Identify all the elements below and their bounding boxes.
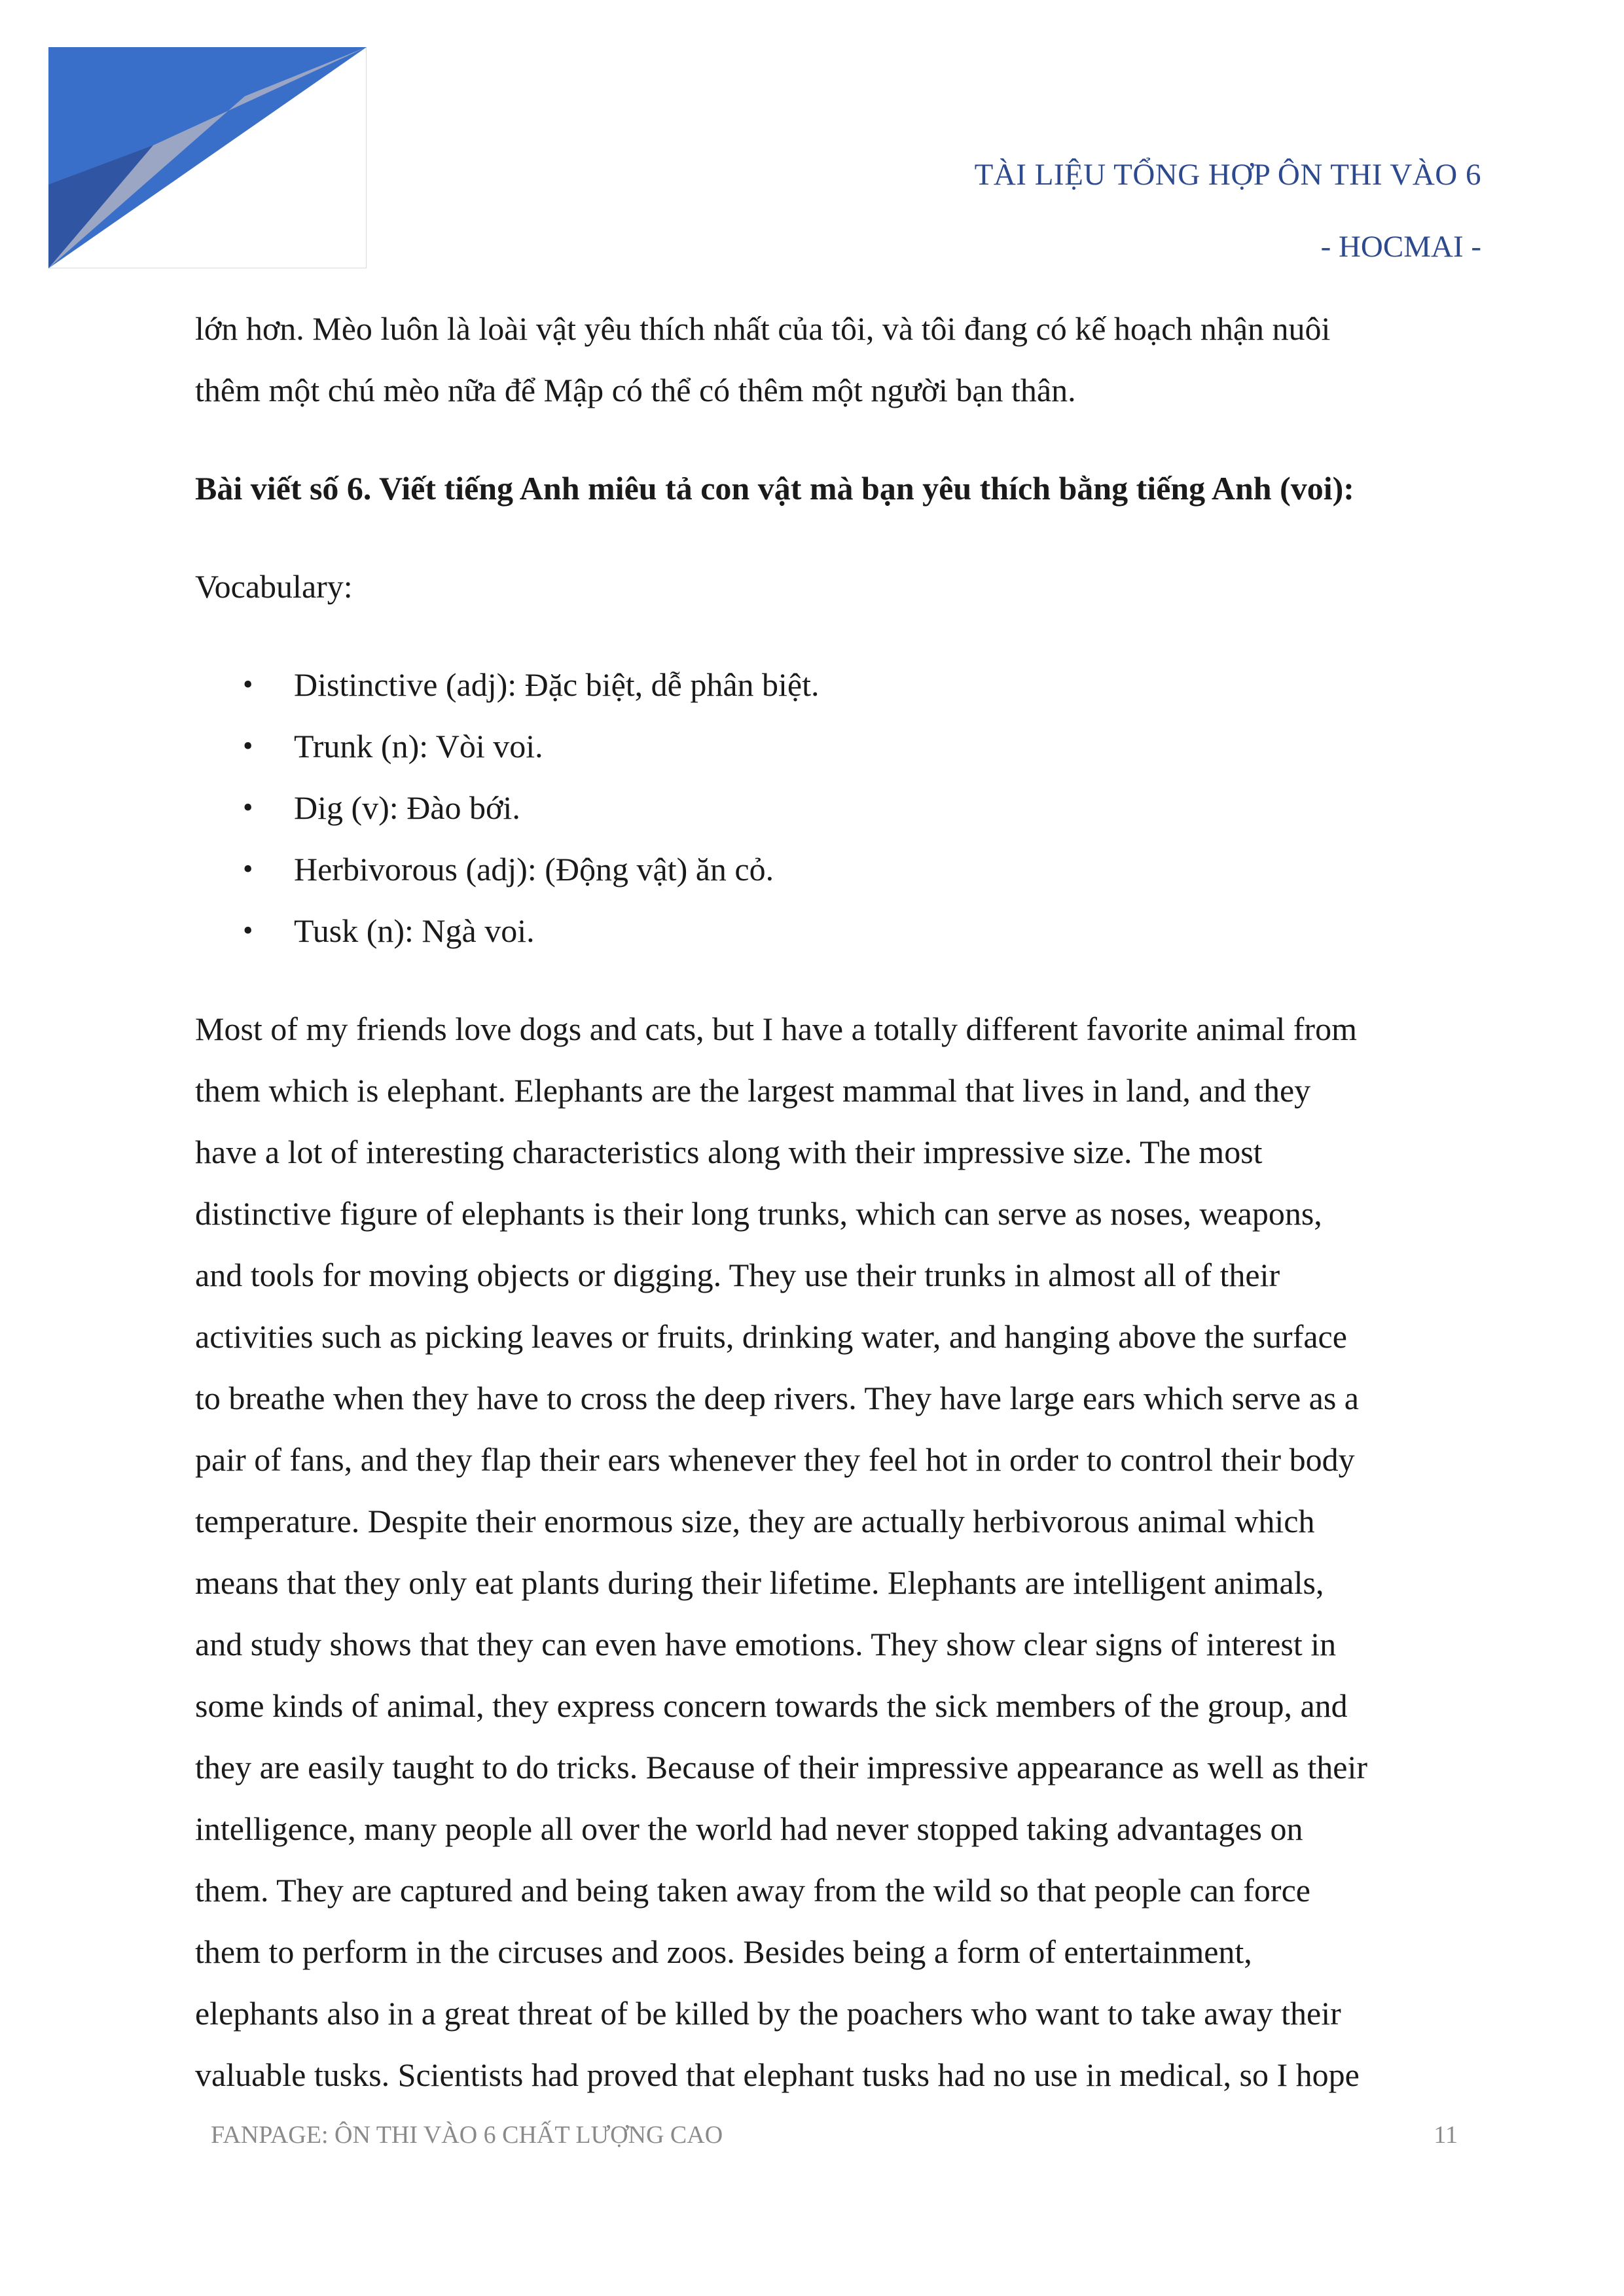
bullet-icon: • [243, 668, 253, 700]
essay-line: have a lot of interesting characteristics along with their impressive size. The most [195, 1134, 1263, 1170]
essay-line: and tools for moving objects or digging. They use their trunks in almost all of their [195, 1257, 1280, 1293]
hocmai-logo [48, 47, 367, 268]
essay-line: valuable tusks. Scientists had proved that elephant tusks had no use in medical, so I hope [195, 2056, 1360, 2093]
essay-line: activities such as picking leaves or fruits, drinking water, and hanging above the surface [195, 1318, 1347, 1355]
essay-line: them which is elephant. Elephants are the largest mammal that lives in land, and they [195, 1072, 1311, 1109]
essay-line: pair of fans, and they flap their ears whenever they feel hot in order to control their body [195, 1441, 1355, 1478]
bullet-icon: • [243, 853, 253, 885]
essay-line: and study shows that they can even have emotions. They show clear signs of interest in [195, 1626, 1337, 1662]
vocabulary-item [195, 654, 1479, 715]
intro-line: lớn hơn. Mèo luôn là loài vật yêu thích nhất của tôi, và tôi đang có kế hoạch nhận nuôi [195, 310, 1331, 347]
section-heading: Bài viết số 6. Viết tiếng Anh miêu tả con vật mà bạn yêu thích bằng tiếng Anh (voi): [195, 470, 1354, 507]
footer-fanpage: FANPAGE: ÔN THI VÀO 6 CHẤT LƯỢNG CAO [211, 2121, 723, 2149]
page-content [195, 298, 1479, 2106]
document-header-subtitle: - HOCMAI - [1320, 230, 1481, 264]
essay-line: elephants also in a great threat of be killed by the poachers who want to take away their [195, 1995, 1341, 2032]
essay-line: to breathe when they have to cross the deep rivers. They have large ears which serve as a [195, 1380, 1360, 1416]
page-number: 11 [1434, 2121, 1458, 2149]
vocabulary-item-text: Dig (v): Đào bới. [294, 789, 520, 826]
vocabulary-item [195, 715, 1479, 777]
essay-line: temperature. Despite their enormous size, they are actually herbivorous animal which [195, 1503, 1315, 1539]
essay-paragraph [195, 998, 1479, 2106]
vocabulary-item-text: Trunk (n): Vòi voi. [294, 728, 543, 764]
vocabulary-item-text: Tusk (n): Ngà voi. [294, 912, 535, 949]
logo-shapes [48, 47, 367, 268]
essay-line: intelligence, many people all over the world had never stopped taking advantages on [195, 1810, 1303, 1847]
essay-line: them to perform in the circuses and zoos. Besides being a form of entertainment, [195, 1933, 1252, 1970]
bullet-icon: • [243, 791, 253, 823]
bullet-icon: • [243, 730, 253, 762]
essay-line: they are easily taught to do tricks. Because of their impressive appearance as well as their [195, 1749, 1367, 1785]
vocabulary-item-text: Herbivorous (adj): (Động vật) ăn cỏ. [294, 851, 774, 888]
vocabulary-item [195, 777, 1479, 838]
bullet-icon: • [243, 914, 253, 946]
vocabulary-item-text: Distinctive (adj): Đặc biệt, dễ phân biệt. [294, 666, 820, 703]
vocabulary-item [195, 838, 1479, 900]
vocabulary-label: Vocabulary: [195, 568, 353, 605]
essay-line: Most of my friends love dogs and cats, but I have a totally different favorite animal from [195, 1011, 1357, 1047]
essay-line: them. They are captured and being taken away from the wild so that people can force [195, 1872, 1310, 1909]
intro-line: thêm một chú mèo nữa để Mập có thể có thêm một người bạn thân. [195, 372, 1076, 408]
vocabulary-item [195, 900, 1479, 961]
essay-line: means that they only eat plants during their lifetime. Elephants are intelligent animals, [195, 1564, 1324, 1601]
document-header-title: TÀI LIỆU TỔNG HỢP ÔN THI VÀO 6 [974, 158, 1481, 192]
essay-line: distinctive figure of elephants is their long trunks, which can serve as noses, weapons, [195, 1195, 1322, 1232]
essay-line: some kinds of animal, they express concern towards the sick members of the group, and [195, 1687, 1348, 1724]
vocabulary-list [195, 654, 1479, 961]
